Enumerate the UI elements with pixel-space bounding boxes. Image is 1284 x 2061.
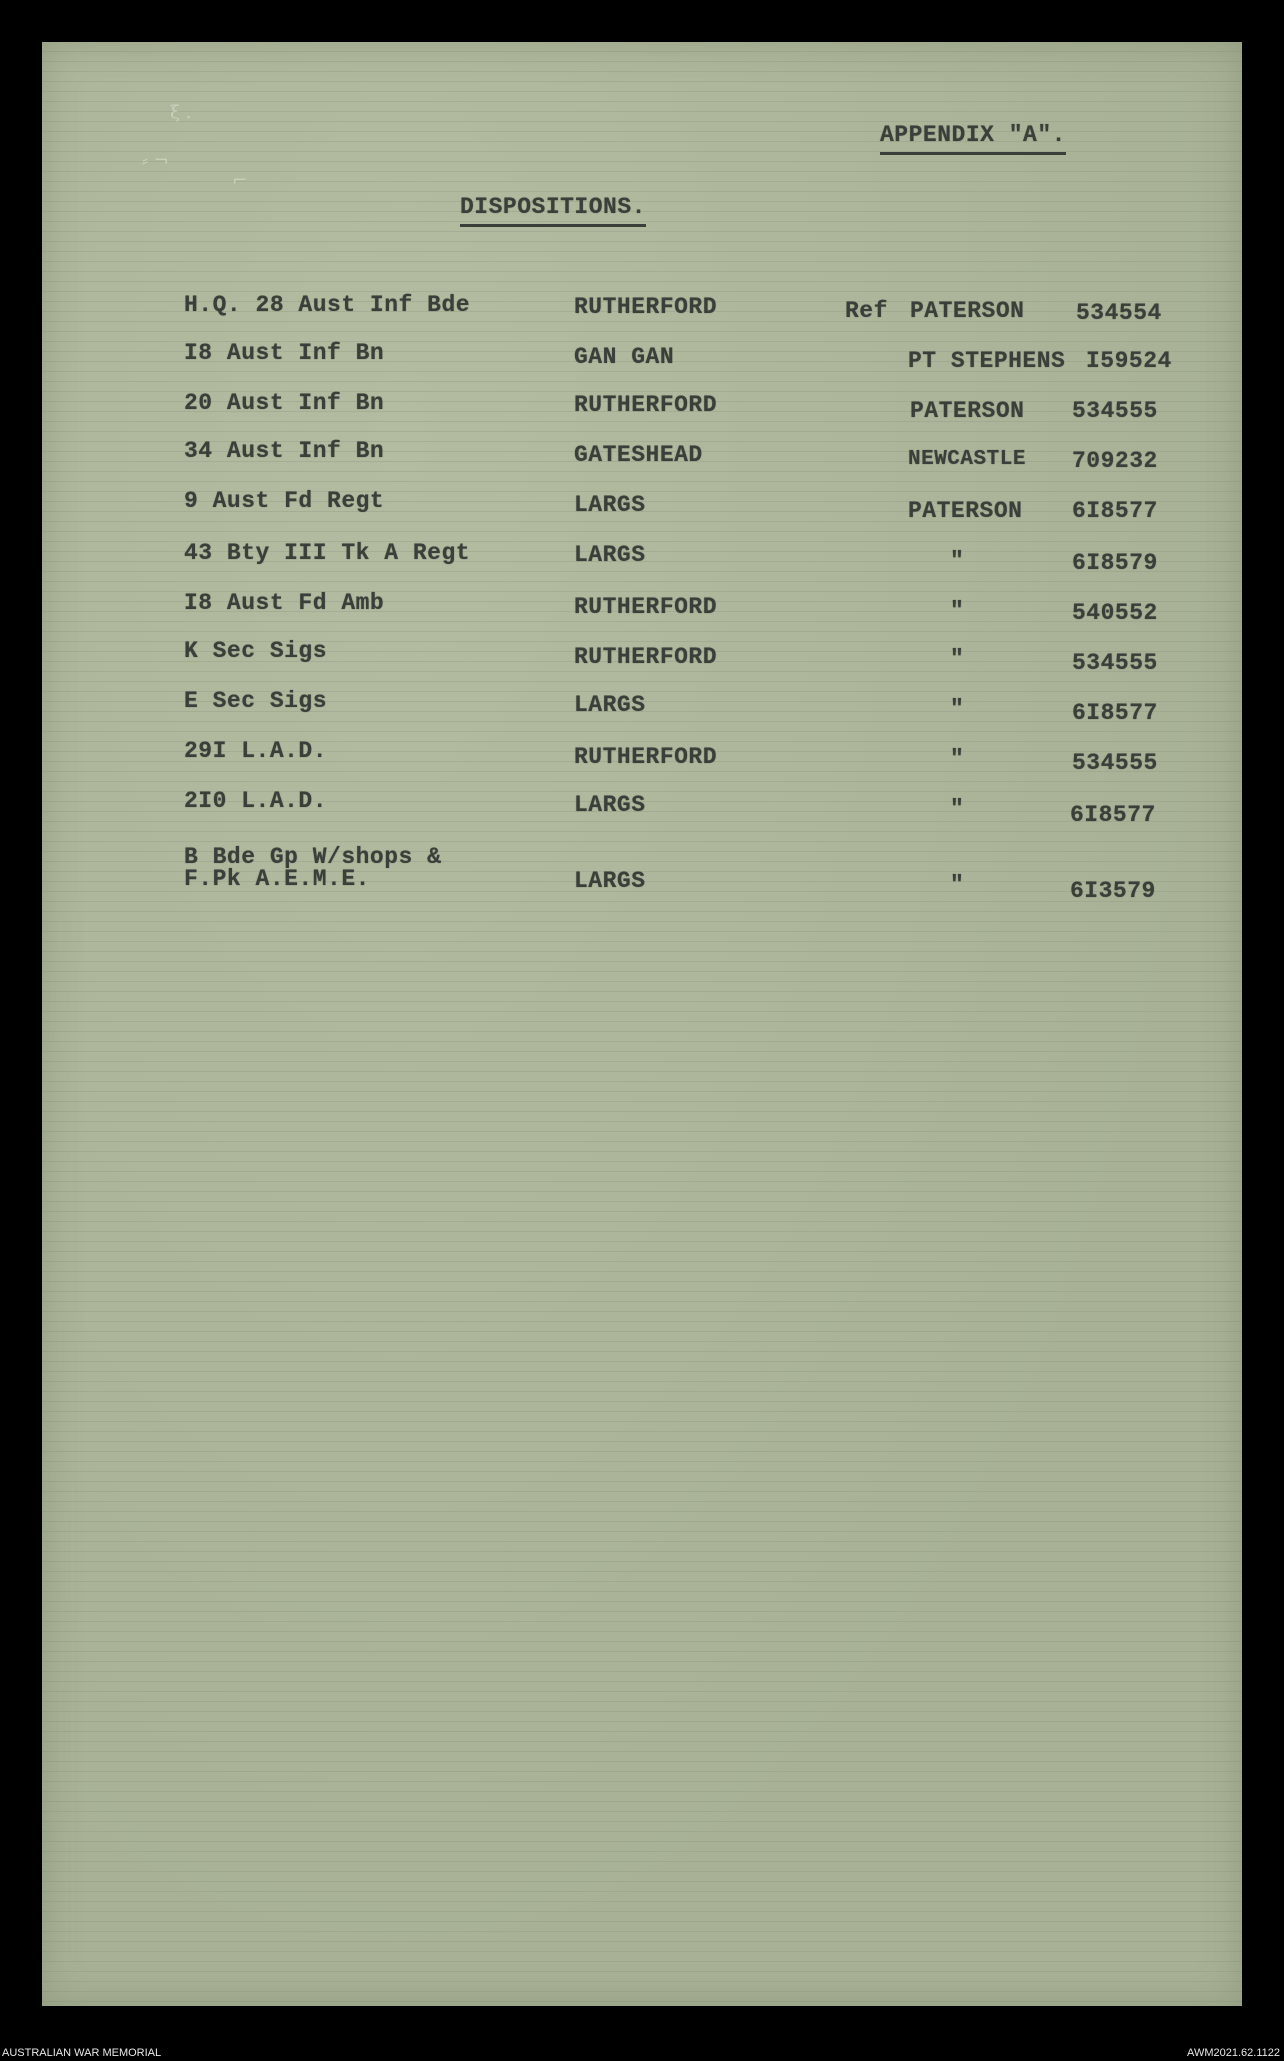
unit-location: LARGS [574,792,646,818]
grid-reference: 534554 [1076,300,1162,326]
unit-location: LARGS [574,492,646,518]
grid-reference: 534555 [1072,650,1158,676]
grid-reference: 6I8577 [1070,802,1156,828]
unit-location: RUTHERFORD [574,594,718,620]
grid-reference: 709232 [1072,448,1158,474]
unit-name: E Sec Sigs [184,688,328,714]
unit-location: LARGS [574,692,646,718]
unit-name: K Sec Sigs [184,638,328,664]
pencil-mark: ⸗ ¬ [142,150,169,171]
unit-name: H.Q. 28 Aust Inf Bde [184,292,471,318]
map-sheet: PATERSON [908,498,1023,524]
unit-location: LARGS [574,868,646,894]
unit-location: LARGS [574,542,646,568]
grid-reference: 534555 [1072,750,1158,776]
unit-name-line-2: F.Pk A.E.M.E. [184,866,370,892]
grid-reference: 6I3579 [1070,878,1156,904]
unit-location: GATESHEAD [574,442,703,468]
document-page [42,42,1242,2006]
map-sheet: PATERSON [910,398,1025,424]
pencil-mark: ξ . [170,102,192,123]
footer-credit: AUSTRALIAN WAR MEMORIAL [2,2047,162,2059]
unit-name: 34 Aust Inf Bn [184,438,385,464]
pencil-mark: ⌐ [232,170,248,191]
ditto-mark: " [950,646,965,672]
unit-location: RUTHERFORD [574,644,718,670]
unit-name: 2I0 L.A.D. [184,788,328,814]
grid-reference: 534555 [1072,398,1158,424]
grid-reference: 6I8577 [1072,498,1158,524]
footer-accession-number: AWM2021.62.1122 [1187,2047,1280,2059]
map-sheet: PATERSON [910,298,1025,324]
unit-location: RUTHERFORD [574,392,718,418]
ref-label: Ref [845,298,888,324]
unit-location: RUTHERFORD [574,294,718,320]
map-sheet: NEWCASTLE [908,448,1026,471]
unit-name-line-1: B Bde Gp W/shops & [184,844,442,870]
grid-reference: 6I8579 [1072,550,1158,576]
unit-name: I8 Aust Inf Bn [184,340,385,366]
unit-name: 29I L.A.D. [184,738,328,764]
map-sheet: PT STEPHENS [908,348,1066,374]
unit-name: 9 Aust Fd Regt [184,488,385,514]
unit-location: RUTHERFORD [574,744,718,770]
page-title: DISPOSITIONS. [460,194,646,227]
grid-reference: 6I8577 [1072,700,1158,726]
unit-name: I8 Aust Fd Amb [184,590,385,616]
ditto-mark: " [950,746,965,772]
grid-reference: I59524 [1086,348,1172,374]
grid-reference: 540552 [1072,600,1158,626]
ditto-mark: " [950,598,965,624]
unit-name: 20 Aust Inf Bn [184,390,385,416]
ditto-mark: " [950,872,965,898]
appendix-heading: APPENDIX "A". [880,122,1066,155]
ditto-mark: " [950,548,965,574]
unit-name: 43 Bty III Tk A Regt [184,540,471,566]
unit-location: GAN GAN [574,344,675,370]
ditto-mark: " [950,696,965,722]
ditto-mark: " [950,796,965,822]
